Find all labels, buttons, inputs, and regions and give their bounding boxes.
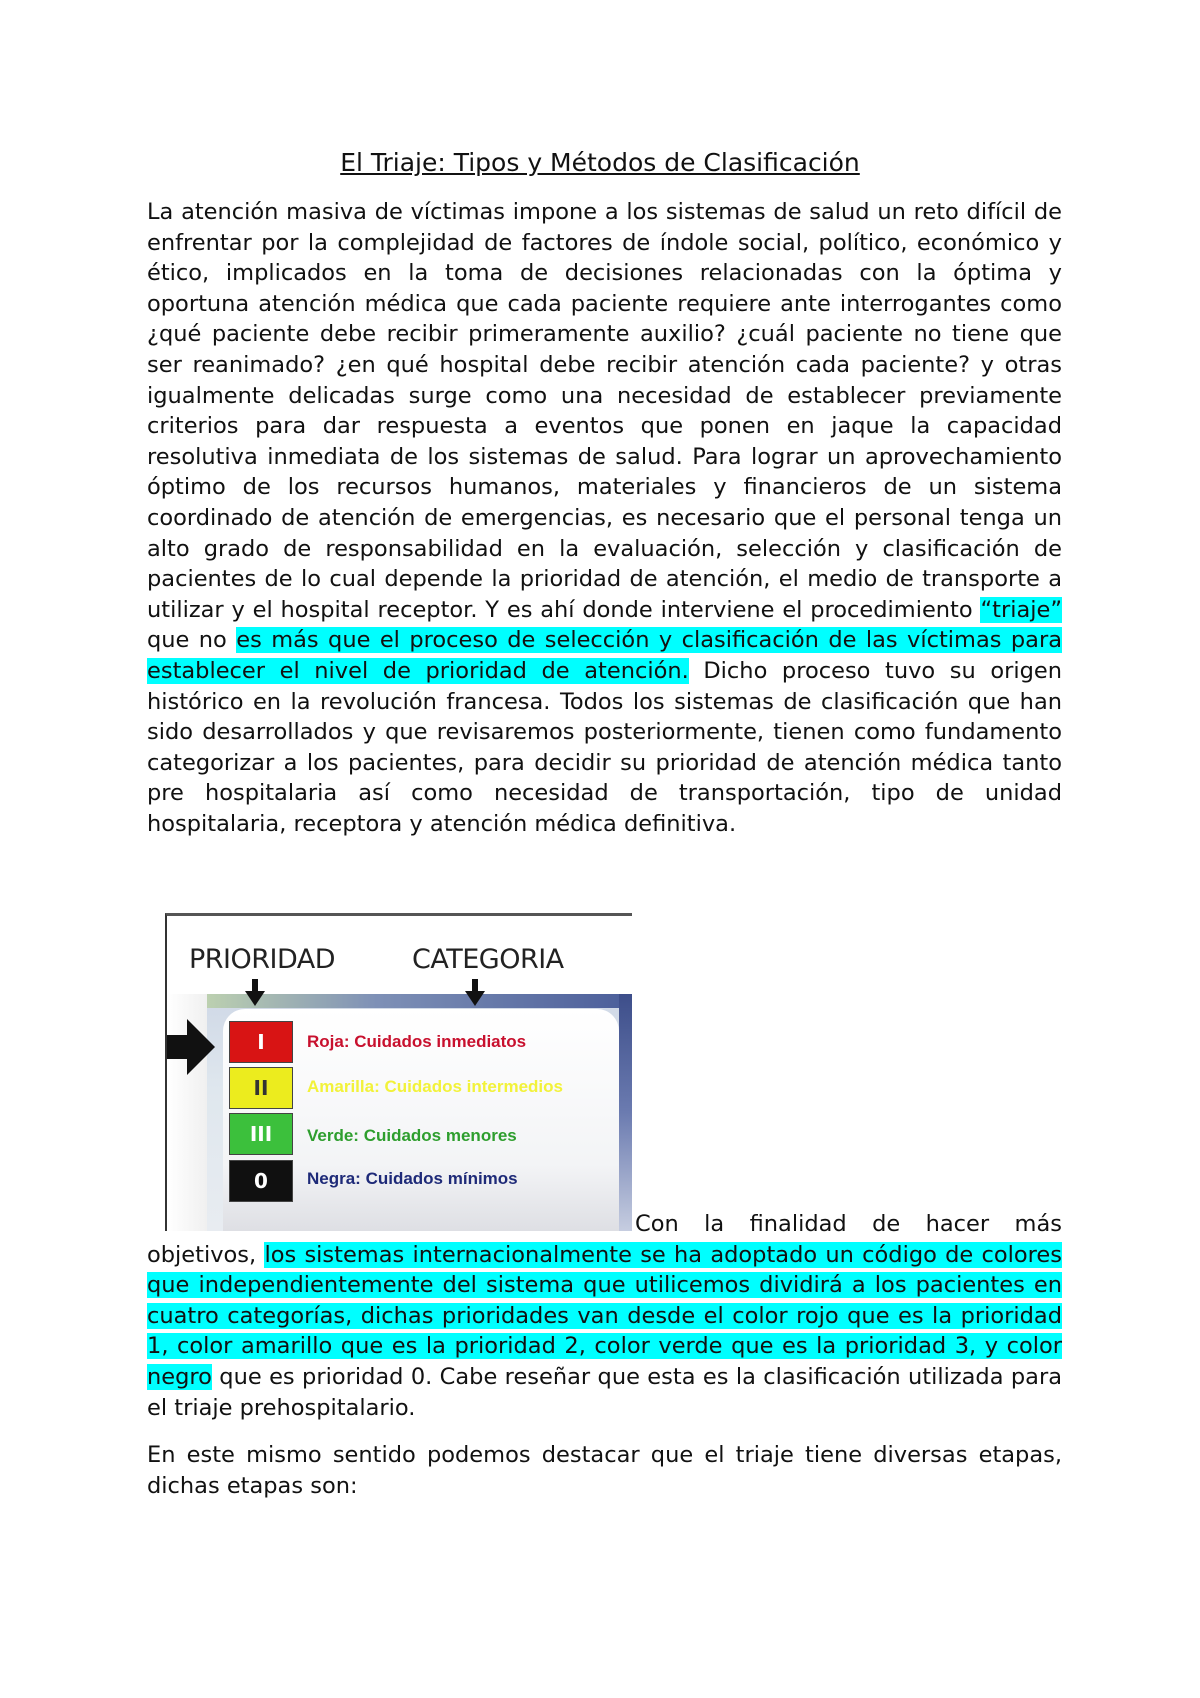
priority-level-black: 0: [254, 1169, 268, 1193]
priority-level-green: III: [249, 1122, 273, 1146]
category-label-yellow: Amarilla: Cuidados intermedios: [307, 1077, 563, 1096]
pointer-arrow-right-icon: [167, 1019, 217, 1075]
priority-header: PRIORIDAD: [189, 944, 336, 975]
category-label-black: Negra: Cuidados mínimos: [307, 1169, 518, 1188]
color-code-text-b: que es prioridad 0. Cabe reseñar que esta es la clasificación utilizada para el triaje prehospitalario.: [147, 1363, 1062, 1421]
highlight-triaje: “triaje”: [980, 596, 1062, 623]
priority-box-yellow: [229, 1067, 293, 1109]
document-title: El Triaje: Tipos y Métodos de Clasificación: [340, 148, 860, 177]
highlight-definition: es más que el proceso de selección y clasificación de las víctimas para establecer el nivel de prioridad de atención.: [147, 627, 1063, 684]
priority-arrow-down-icon: [245, 979, 265, 1007]
priority-level-yellow: II: [253, 1076, 269, 1100]
figure-frame-right: [619, 994, 632, 1231]
category-arrow-down-icon: [465, 979, 485, 1007]
category-label-red: Roja: Cuidados inmediatos: [307, 1032, 527, 1051]
priority-box-black: [229, 1160, 293, 1202]
priority-level-red: I: [257, 1030, 265, 1054]
category-header: CATEGORIA: [412, 944, 564, 975]
category-label-green: Verde: Cuidados menores: [307, 1126, 517, 1145]
priority-box-red: [229, 1021, 293, 1063]
color-code-text-a: Con la finalidad de hacer más objetivos,: [147, 1211, 1062, 1268]
figure-frame-top: [207, 994, 632, 1008]
triage-priority-figure: [165, 913, 632, 1231]
color-code-paragraph: [147, 1209, 1062, 1423]
highlight-color-code: los sistemas internacionalmente se ha adoptado un código de colores que independientemente del sistema que utilicemos dividirá a los pacientes en cuatro categorías, dichas prioridades van desde el color rojo que es la prioridad 1, color amarillo que es la prioridad 2, color verde que es la prioridad 3, y color negro: [147, 1241, 1062, 1390]
stages-paragraph: En este mismo sentido podemos destacar que el triaje tiene diversas etapas, dichas etapas son:: [147, 1442, 1062, 1499]
intro-text-c: Dicho proceso tuvo su origen histórico en la revolución francesa. Todos los sistemas de clasificación que han sido desarrollados y que revisaremos posteriormente, tienen como fundamento categorizar a los pacientes, para decidir su prioridad de atención médica tanto pre hospitalaria así como necesidad de transportación, tipo de unidad hospitalaria, receptora y atención médica definitiva.: [147, 657, 1063, 837]
intro-paragraph: [147, 197, 1062, 839]
intro-text-b: que no: [147, 627, 237, 654]
priority-box-green: [229, 1113, 293, 1155]
intro-text-a: La atención masiva de víctimas impone a los sistemas de salud un reto difícil de enfrentar por la complejidad de factores de índole social, político, económico y ético, implicados en la toma de decisiones relacionadas con la óptima y oportuna atención médica que cada paciente requiere ante interrogantes como ¿qué paciente debe recibir primeramente auxilio? ¿cuál paciente no tiene que ser reanimado? ¿en qué hospital debe recibir atención cada paciente? y otras igualmente delicadas surge como una necesidad de establecer previamente criterios para dar respuesta a eventos que ponen en jaque la capacidad resolutiva inmediata de los sistemas de salud. Para lograr un aprovechamiento óptimo de los recursos humanos, materiales y financieros de un sistema coordinado de atención de emergencias, es necesario que el personal tenga un alto grado de responsabilidad en la evaluación, selección y clasificación de pacientes de lo cual depende la prioridad de atención, el medio de transporte a utilizar y el hospital receptor. Y es ahí donde interviene el procedimiento: [147, 199, 1062, 623]
